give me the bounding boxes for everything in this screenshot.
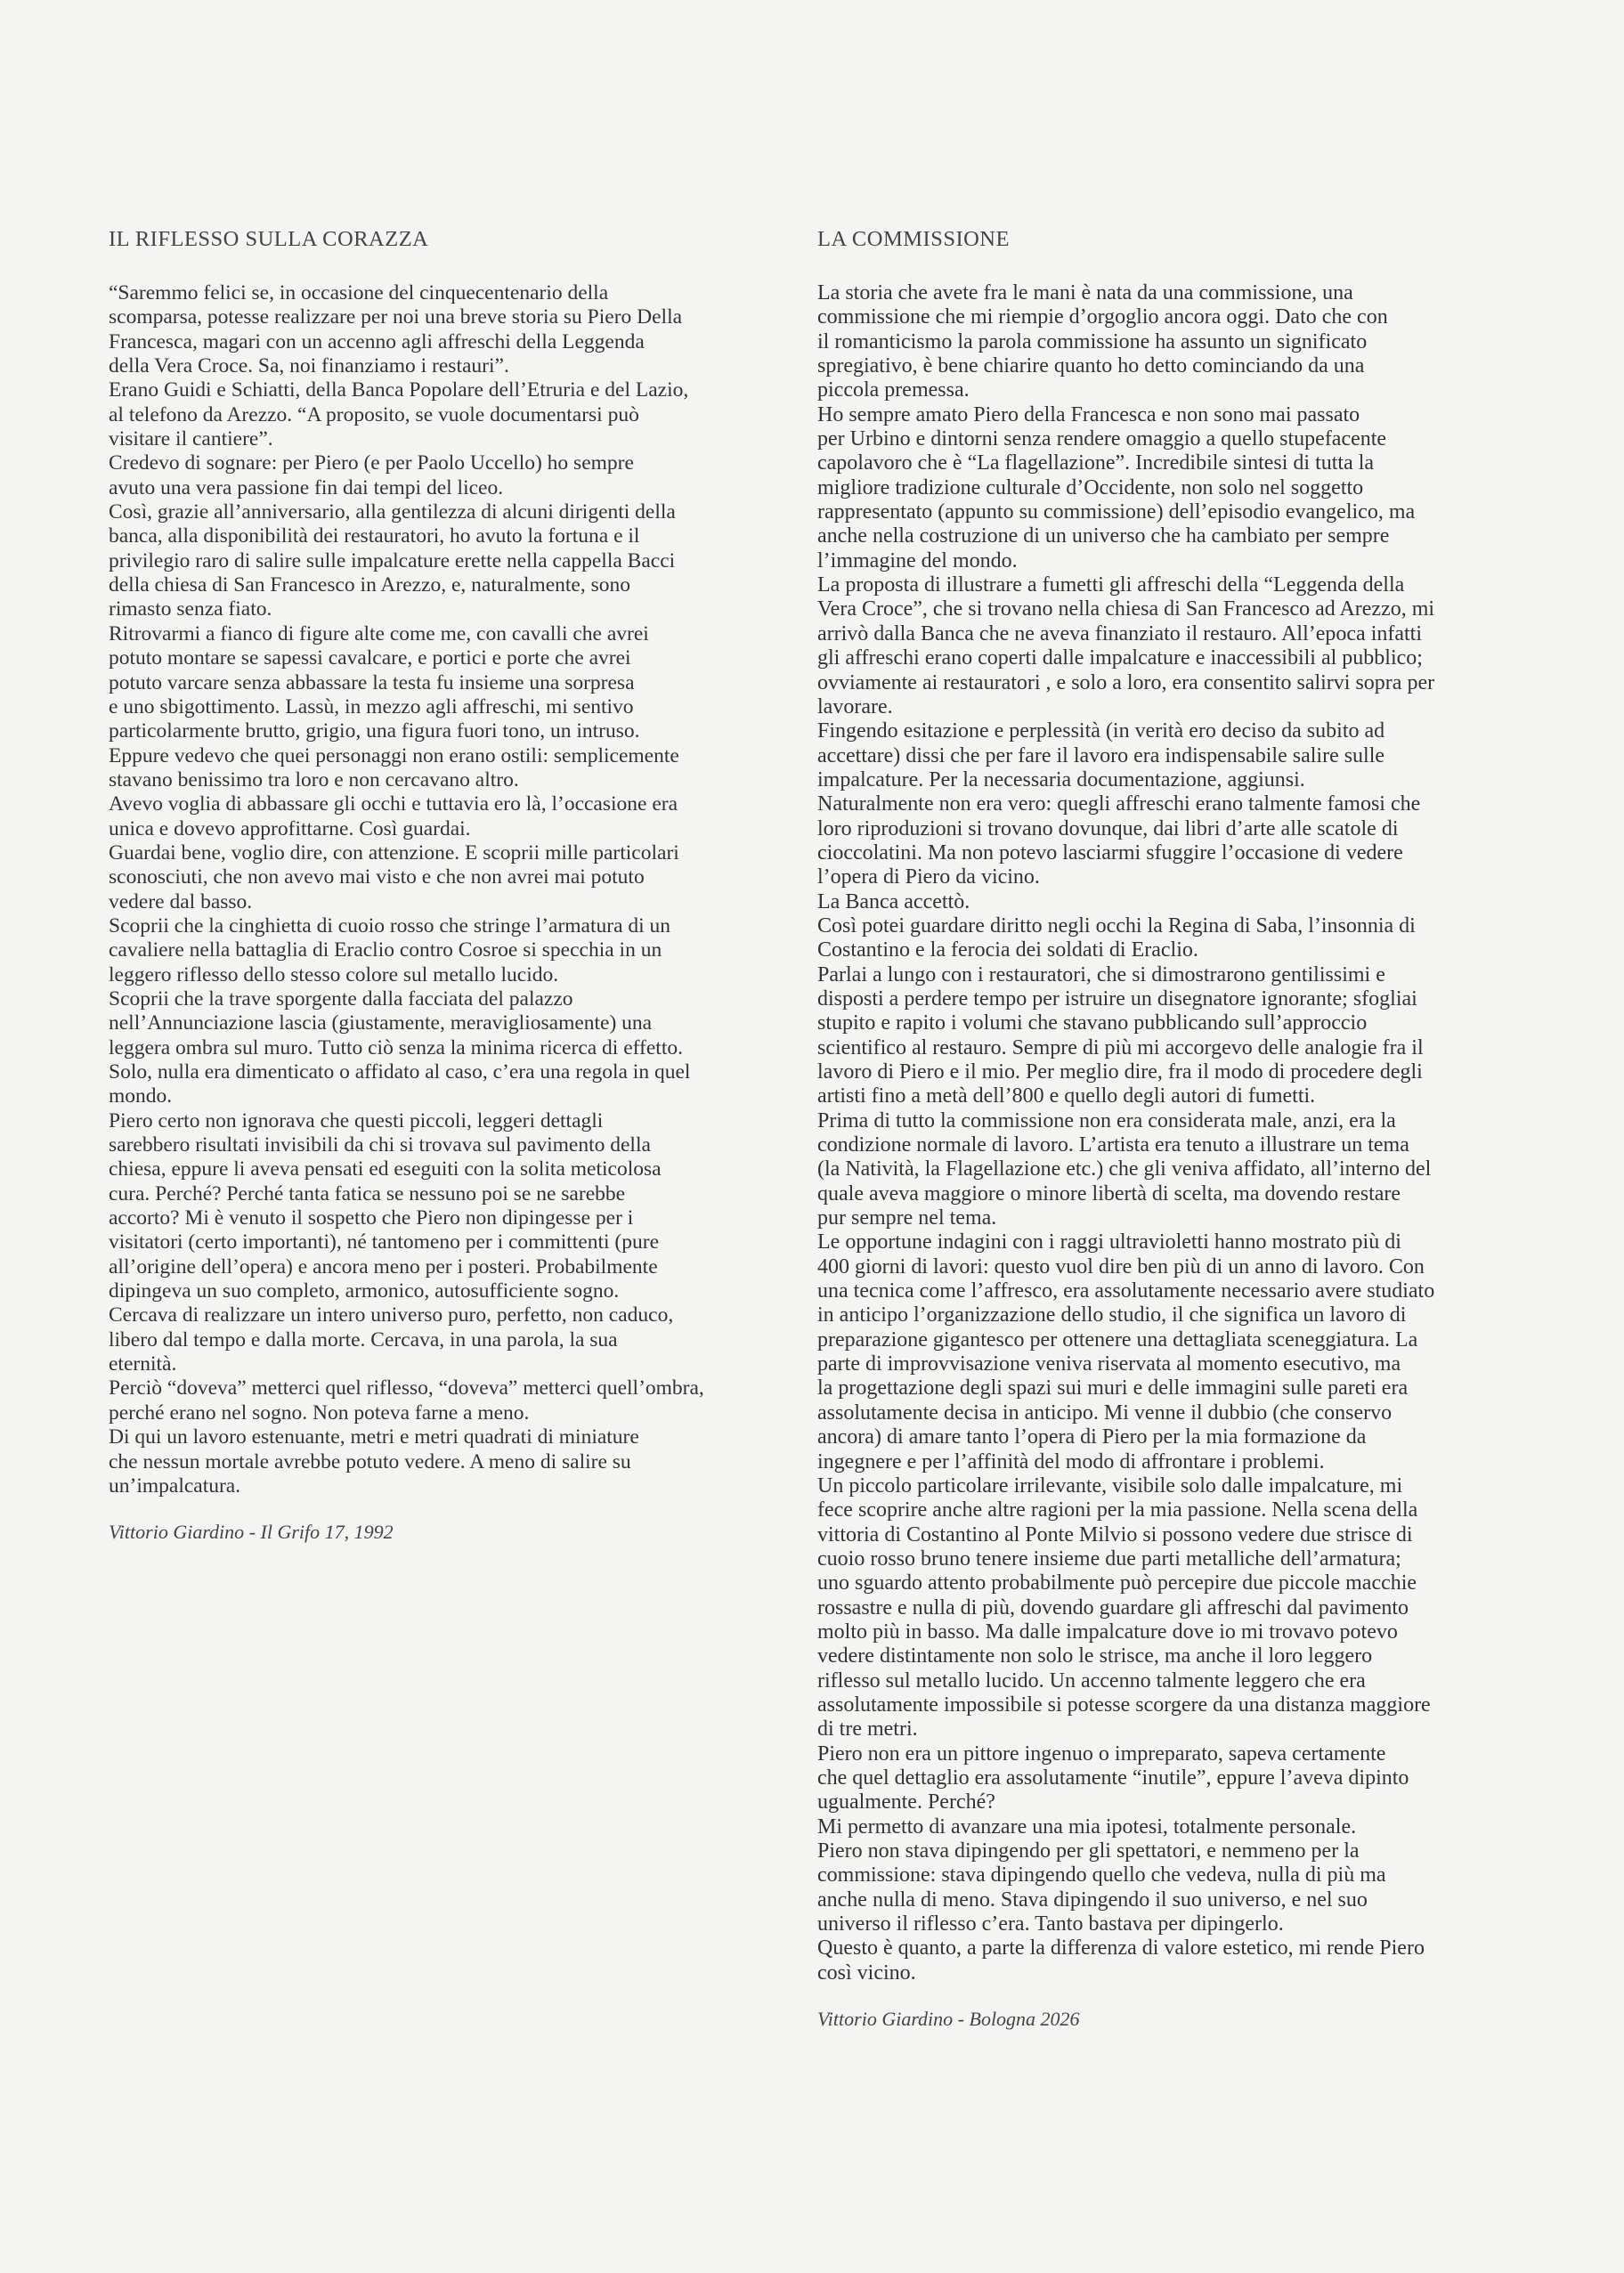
text-line: cioccolatini. Ma non potevo lasciarmi sfuggire l’occasione di vedere <box>817 840 1403 865</box>
text-line: fece scoprire anche altre ragioni per la mia passione. Nella scena della <box>817 1498 1418 1522</box>
left-body-text <box>109 281 787 1498</box>
text-line: accettare) dissi che per fare il lavoro era indispensabile salire sulle <box>817 743 1385 767</box>
text-line: Parlai a lungo con i restauratori, che si dimostrarono gentilissimi e <box>817 962 1385 986</box>
text-line: preparazione gigantesco per ottenere una dettagliata sceneggiatura. La <box>817 1327 1418 1352</box>
text-line: Erano Guidi e Schiatti, della Banca Popolare dell’Etruria e del Lazio, <box>109 378 689 402</box>
text-line: quale aveva maggiore o minore libertà di scelta, ma dovendo restare <box>817 1181 1401 1206</box>
text-line: cura. Perché? Perché tanta fatica se nessuno poi se ne sarebbe <box>109 1181 626 1206</box>
text-line: riflesso sul metallo lucido. Un accenno talmente leggero che era <box>817 1668 1366 1693</box>
text-line: Ho sempre amato Piero della Francesca e non sono mai passato <box>817 402 1360 426</box>
text-line: ugualmente. Perché? <box>817 1790 995 1814</box>
text-line: loro riproduzioni si trovano dovunque, dai libri d’arte alle scatole di <box>817 816 1399 840</box>
text-line: vedere distintamente non solo le strisce, ma anche il loro leggero <box>817 1644 1373 1668</box>
text-line: Scoprii che la cinghietta di cuoio rosso che stringe l’armatura di un <box>109 913 671 938</box>
text-line: ancora) di amare tanto l’opera di Piero per la mia formazione da <box>817 1425 1367 1449</box>
text-line: Ritrovarmi a fianco di figure alte come me, con cavalli che avrei <box>109 621 649 645</box>
text-line: scomparsa, potesse realizzare per noi una breve storia su Piero Della <box>109 305 683 329</box>
text-line: vedere dal basso. <box>109 889 253 913</box>
text-line: spregiativo, è bene chiarire quanto ho detto cominciando da una <box>817 354 1365 378</box>
text-line: rimasto senza fiato. <box>109 597 272 621</box>
text-line: La storia che avete fra le mani è nata da una commissione, una <box>817 281 1353 304</box>
text-line: vittoria di Costantino al Ponte Milvio si possono vedere due strisce di <box>817 1522 1413 1546</box>
text-line: Francesca, magari con un accenno agli affreschi della Leggenda <box>109 329 645 353</box>
text-line: Piero non era un pittore ingenuo o impreparato, sapeva certamente <box>817 1741 1386 1766</box>
text-line: molto più in basso. Ma dalle impalcature dove io mi trovavo potevo <box>817 1620 1398 1644</box>
text-line: il romanticismo la parola commissione ha assunto un significato <box>817 329 1368 353</box>
text-line: uno sguardo attento probabilmente può percepire due piccole macchie <box>817 1571 1417 1595</box>
text-line: così vicino. <box>817 1960 916 1985</box>
text-line: capolavoro che è “La flagellazione”. Incredibile sintesi di tutta la <box>817 451 1375 475</box>
text-line: pur sempre nel tema. <box>817 1206 997 1230</box>
text-line: per Urbino e dintorni senza rendere omaggio a quello stupefacente <box>817 427 1387 451</box>
right-heading: LA COMMISSIONE <box>817 227 1010 251</box>
text-line: Fingendo esitazione e perplessità (in verità ero deciso da subito ad <box>817 719 1385 743</box>
text-line: sconosciuti, che non avevo mai visto e che non avrei mai potuto <box>109 865 645 889</box>
text-line: cavaliere nella battaglia di Eraclio contro Cosroe si specchia in un <box>109 938 662 962</box>
text-line: dipingeva un suo completo, armonico, autosufficiente sogno. <box>109 1279 620 1303</box>
text-line: scientifico al restauro. Sempre di più mi accorgevo delle analogie fra il <box>817 1035 1424 1059</box>
right-signature: Vittorio Giardino - Bologna 2026 <box>817 2008 1080 2031</box>
text-line: leggero riflesso dello stesso colore sul metallo lucido. <box>109 962 559 986</box>
text-line: stavano benissimo tra loro e non cercavano altro. <box>109 767 519 791</box>
text-line: della chiesa di San Francesco in Arezzo, e, naturalmente, sono <box>109 573 630 597</box>
text-line: e uno sbigottimento. Lassù, in mezzo agli affreschi, mi sentivo <box>109 694 634 718</box>
text-line: universo il riflesso c’era. Tanto bastava per dipingerlo. <box>817 1912 1284 1936</box>
text-line: assolutamente impossibile si potesse scorgere da una distanza maggiore <box>817 1693 1431 1717</box>
text-line: nell’Annunciazione lascia (giustamente, meravigliosamente) una <box>109 1011 653 1035</box>
text-line: Naturalmente non era vero: quegli affreschi erano talmente famosi che <box>817 792 1421 816</box>
text-line: Avevo voglia di abbassare gli occhi e tuttavia ero là, l’occasione era <box>109 792 678 816</box>
text-line: assolutamente decisa in anticipo. Mi venne il dubbio (che conservo <box>817 1400 1393 1425</box>
text-line: che quel dettaglio era assolutamente “inutile”, eppure l’aveva dipinto <box>817 1766 1409 1790</box>
text-line: Vera Croce”, che si trovano nella chiesa di San Francesco ad Arezzo, mi <box>817 597 1435 621</box>
text-line: Piero certo non ignorava che questi piccoli, leggeri dettagli <box>109 1108 604 1132</box>
text-line: impalcature. Per la necessaria documentazione, aggiunsi. <box>817 767 1305 791</box>
text-line: banca, alla disponibilità dei restauratori, ho avuto la fortuna e il <box>109 524 640 548</box>
right-body-text <box>817 281 1505 1985</box>
text-line: all’origine dell’opera) e ancora meno per i posteri. Probabilmente <box>109 1254 658 1279</box>
text-line: eternità. <box>109 1352 177 1376</box>
text-line: anche nella costruzione di un universo che ha cambiato per sempre <box>817 524 1390 548</box>
text-line: unica e dovevo approfittarne. Così guardai. <box>109 816 471 840</box>
text-line: stupito e rapito i volumi che stavano pubblicando sull’approccio <box>817 1011 1368 1035</box>
text-line: potuto montare se sapessi cavalcare, e portici e porte che avrei <box>109 646 631 670</box>
text-line: anche nulla di meno. Stava dipingendo il suo universo, e nel suo <box>817 1887 1368 1912</box>
text-line: visitatori (certo importanti), né tantomeno per i committenti (pure <box>109 1230 659 1254</box>
text-line: Prima di tutto la commissione non era considerata male, anzi, era la <box>817 1108 1396 1132</box>
text-line: particolarmente brutto, grigio, una figura fuori tono, un intruso. <box>109 719 640 743</box>
text-line: artisti fino a metà dell’800 e quello degli autori di fumetti. <box>817 1084 1316 1108</box>
text-line: sarebbero risultati invisibili da chi si trovava sul pavimento della <box>109 1133 651 1157</box>
text-line: gli affreschi erano coperti dalle impalcature e inaccessibili al pubblico; <box>817 646 1423 670</box>
text-line: libero dal tempo e dalla morte. Cercava, in una parola, la sua <box>109 1327 618 1352</box>
text-line: privilegio raro di salire sulle impalcature erette nella cappella Bacci <box>109 548 676 572</box>
text-line: l’immagine del mondo. <box>817 548 1018 572</box>
text-line: Scoprii che la trave sporgente dalla facciata del palazzo <box>109 986 573 1011</box>
text-line: disposti a perdere tempo per istruire un disegnatore ignorante; sfogliai <box>817 986 1417 1011</box>
left-signature: Vittorio Giardino - Il Grifo 17, 1992 <box>109 1521 394 1544</box>
text-line: Piero non stava dipingendo per gli spettatori, e nemmeno per la <box>817 1839 1360 1863</box>
text-line: La Banca accettò. <box>817 889 970 913</box>
text-line: Questo è quanto, a parte la differenza di valore estetico, mi rende Piero <box>817 1936 1425 1960</box>
text-line: mondo. <box>109 1084 173 1108</box>
text-line: Cercava di realizzare un intero universo puro, perfetto, non caduco, <box>109 1303 674 1327</box>
text-line: chiesa, eppure li aveva pensati ed eseguiti con la solita meticolosa <box>109 1157 662 1181</box>
text-line: migliore tradizione culturale d’Occidente, non solo nel soggetto <box>817 475 1364 499</box>
text-line: lavorare. <box>817 694 893 718</box>
text-line: potuto varcare senza abbassare la testa fu insieme una sorpresa <box>109 670 635 694</box>
text-line: La proposta di illustrare a fumetti gli affreschi della “Leggenda della <box>817 573 1405 597</box>
text-line: la progettazione degli spazi sui muri e delle immagini sulle pareti era <box>817 1376 1409 1400</box>
text-line: l’opera di Piero da vicino. <box>817 865 1040 889</box>
text-line: Perciò “doveva” metterci quel riflesso, “doveva” metterci quell’ombra, <box>109 1376 704 1400</box>
text-line: una tecnica come l’affresco, era assolutamente necessario avere studiato <box>817 1279 1435 1303</box>
text-line: in anticipo l’organizzazione dello studio, il che significa un lavoro di <box>817 1303 1407 1327</box>
text-line: un’impalcatura. <box>109 1473 241 1498</box>
text-line: piccola premessa. <box>817 378 970 402</box>
text-line: ingegnere e per l’affinità del modo di affrontare i problemi. <box>817 1449 1325 1473</box>
text-line: Costantino e la ferocia dei soldati di Eraclio. <box>817 938 1198 962</box>
text-line: parte di improvvisazione veniva riservata al momento esecutivo, ma <box>817 1352 1401 1376</box>
text-line: che nessun mortale avrebbe potuto vedere. A meno di salire su <box>109 1449 631 1473</box>
text-line: 400 giorni di lavori: questo vuol dire ben più di un anno di lavoro. Con <box>817 1254 1425 1279</box>
text-line: rappresentato (appunto su commissione) dell’episodio evangelico, ma <box>817 500 1416 524</box>
text-line: commissione che mi riempie d’orgoglio ancora oggi. Dato che con <box>817 305 1388 329</box>
text-line: di tre metri. <box>817 1717 918 1741</box>
left-column <box>109 224 787 1545</box>
text-line: cuoio rosso bruno tenere insieme due parti metalliche dell’armatura; <box>817 1546 1401 1571</box>
text-line: ovviamente ai restauratori , e solo a loro, era consentito salirvi sopra per <box>817 670 1435 694</box>
text-line: arrivò dalla Banca che ne aveva finanziato il restauro. All’epoca infatti <box>817 621 1423 645</box>
text-line: Un piccolo particolare irrilevante, visibile solo dalle impalcature, mi <box>817 1473 1403 1498</box>
right-column <box>817 224 1505 2032</box>
text-line: commissione: stava dipingendo quello che vedeva, nulla di più ma <box>817 1863 1386 1887</box>
text-line: Così, grazie all’anniversario, alla gentilezza di alcuni dirigenti della <box>109 500 676 524</box>
left-heading: IL RIFLESSO SULLA CORAZZA <box>109 227 429 251</box>
text-line: “Saremmo felici se, in occasione del cinquecentenario della <box>109 281 609 304</box>
text-line: Così potei guardare diritto negli occhi la Regina di Saba, l’insonnia di <box>817 913 1416 938</box>
text-line: Credevo di sognare: per Piero (e per Paolo Uccello) ho sempre <box>109 451 634 475</box>
text-line: Le opportune indagini con i raggi ultravioletti hanno mostrato più di <box>817 1230 1401 1254</box>
text-line: perché erano nel sogno. Non poteva farne a meno. <box>109 1400 530 1425</box>
text-line: rossastre e nulla di più, dovendo guardare gli affreschi dal pavimento <box>817 1595 1409 1620</box>
text-line: condizione normale di lavoro. L’artista era tenuto a illustrare un tema <box>817 1133 1409 1157</box>
text-line: (la Natività, la Flagellazione etc.) che gli veniva affidato, all’interno del <box>817 1157 1432 1181</box>
text-line: accorto? Mi è venuto il sospetto che Piero non dipingesse per i <box>109 1206 634 1230</box>
text-line: Solo, nulla era dimenticato o affidato al caso, c’era una regola in quel <box>109 1060 691 1084</box>
text-line: Mi permetto di avanzare una mia ipotesi, totalmente personale. <box>817 1814 1357 1839</box>
text-line: lavoro di Piero e il mio. Per meglio dire, fra il modo di procedere degli <box>817 1060 1423 1084</box>
text-line: della Vera Croce. Sa, noi finanziamo i restauri”. <box>109 354 509 378</box>
text-line: al telefono da Arezzo. “A proposito, se vuole documentarsi può <box>109 402 639 426</box>
text-line: Di qui un lavoro estenuante, metri e metri quadrati di miniature <box>109 1425 639 1449</box>
text-line: Guardai bene, voglio dire, con attenzione. E scoprii mille particolari <box>109 840 679 865</box>
text-line: Eppure vedevo che quei personaggi non erano ostili: semplicemente <box>109 743 679 767</box>
text-line: leggera ombra sul muro. Tutto ciò senza la minima ricerca di effetto. <box>109 1035 683 1059</box>
text-line: avuto una vera passione fin dai tempi del liceo. <box>109 475 504 499</box>
text-line: visitare il cantiere”. <box>109 427 273 451</box>
